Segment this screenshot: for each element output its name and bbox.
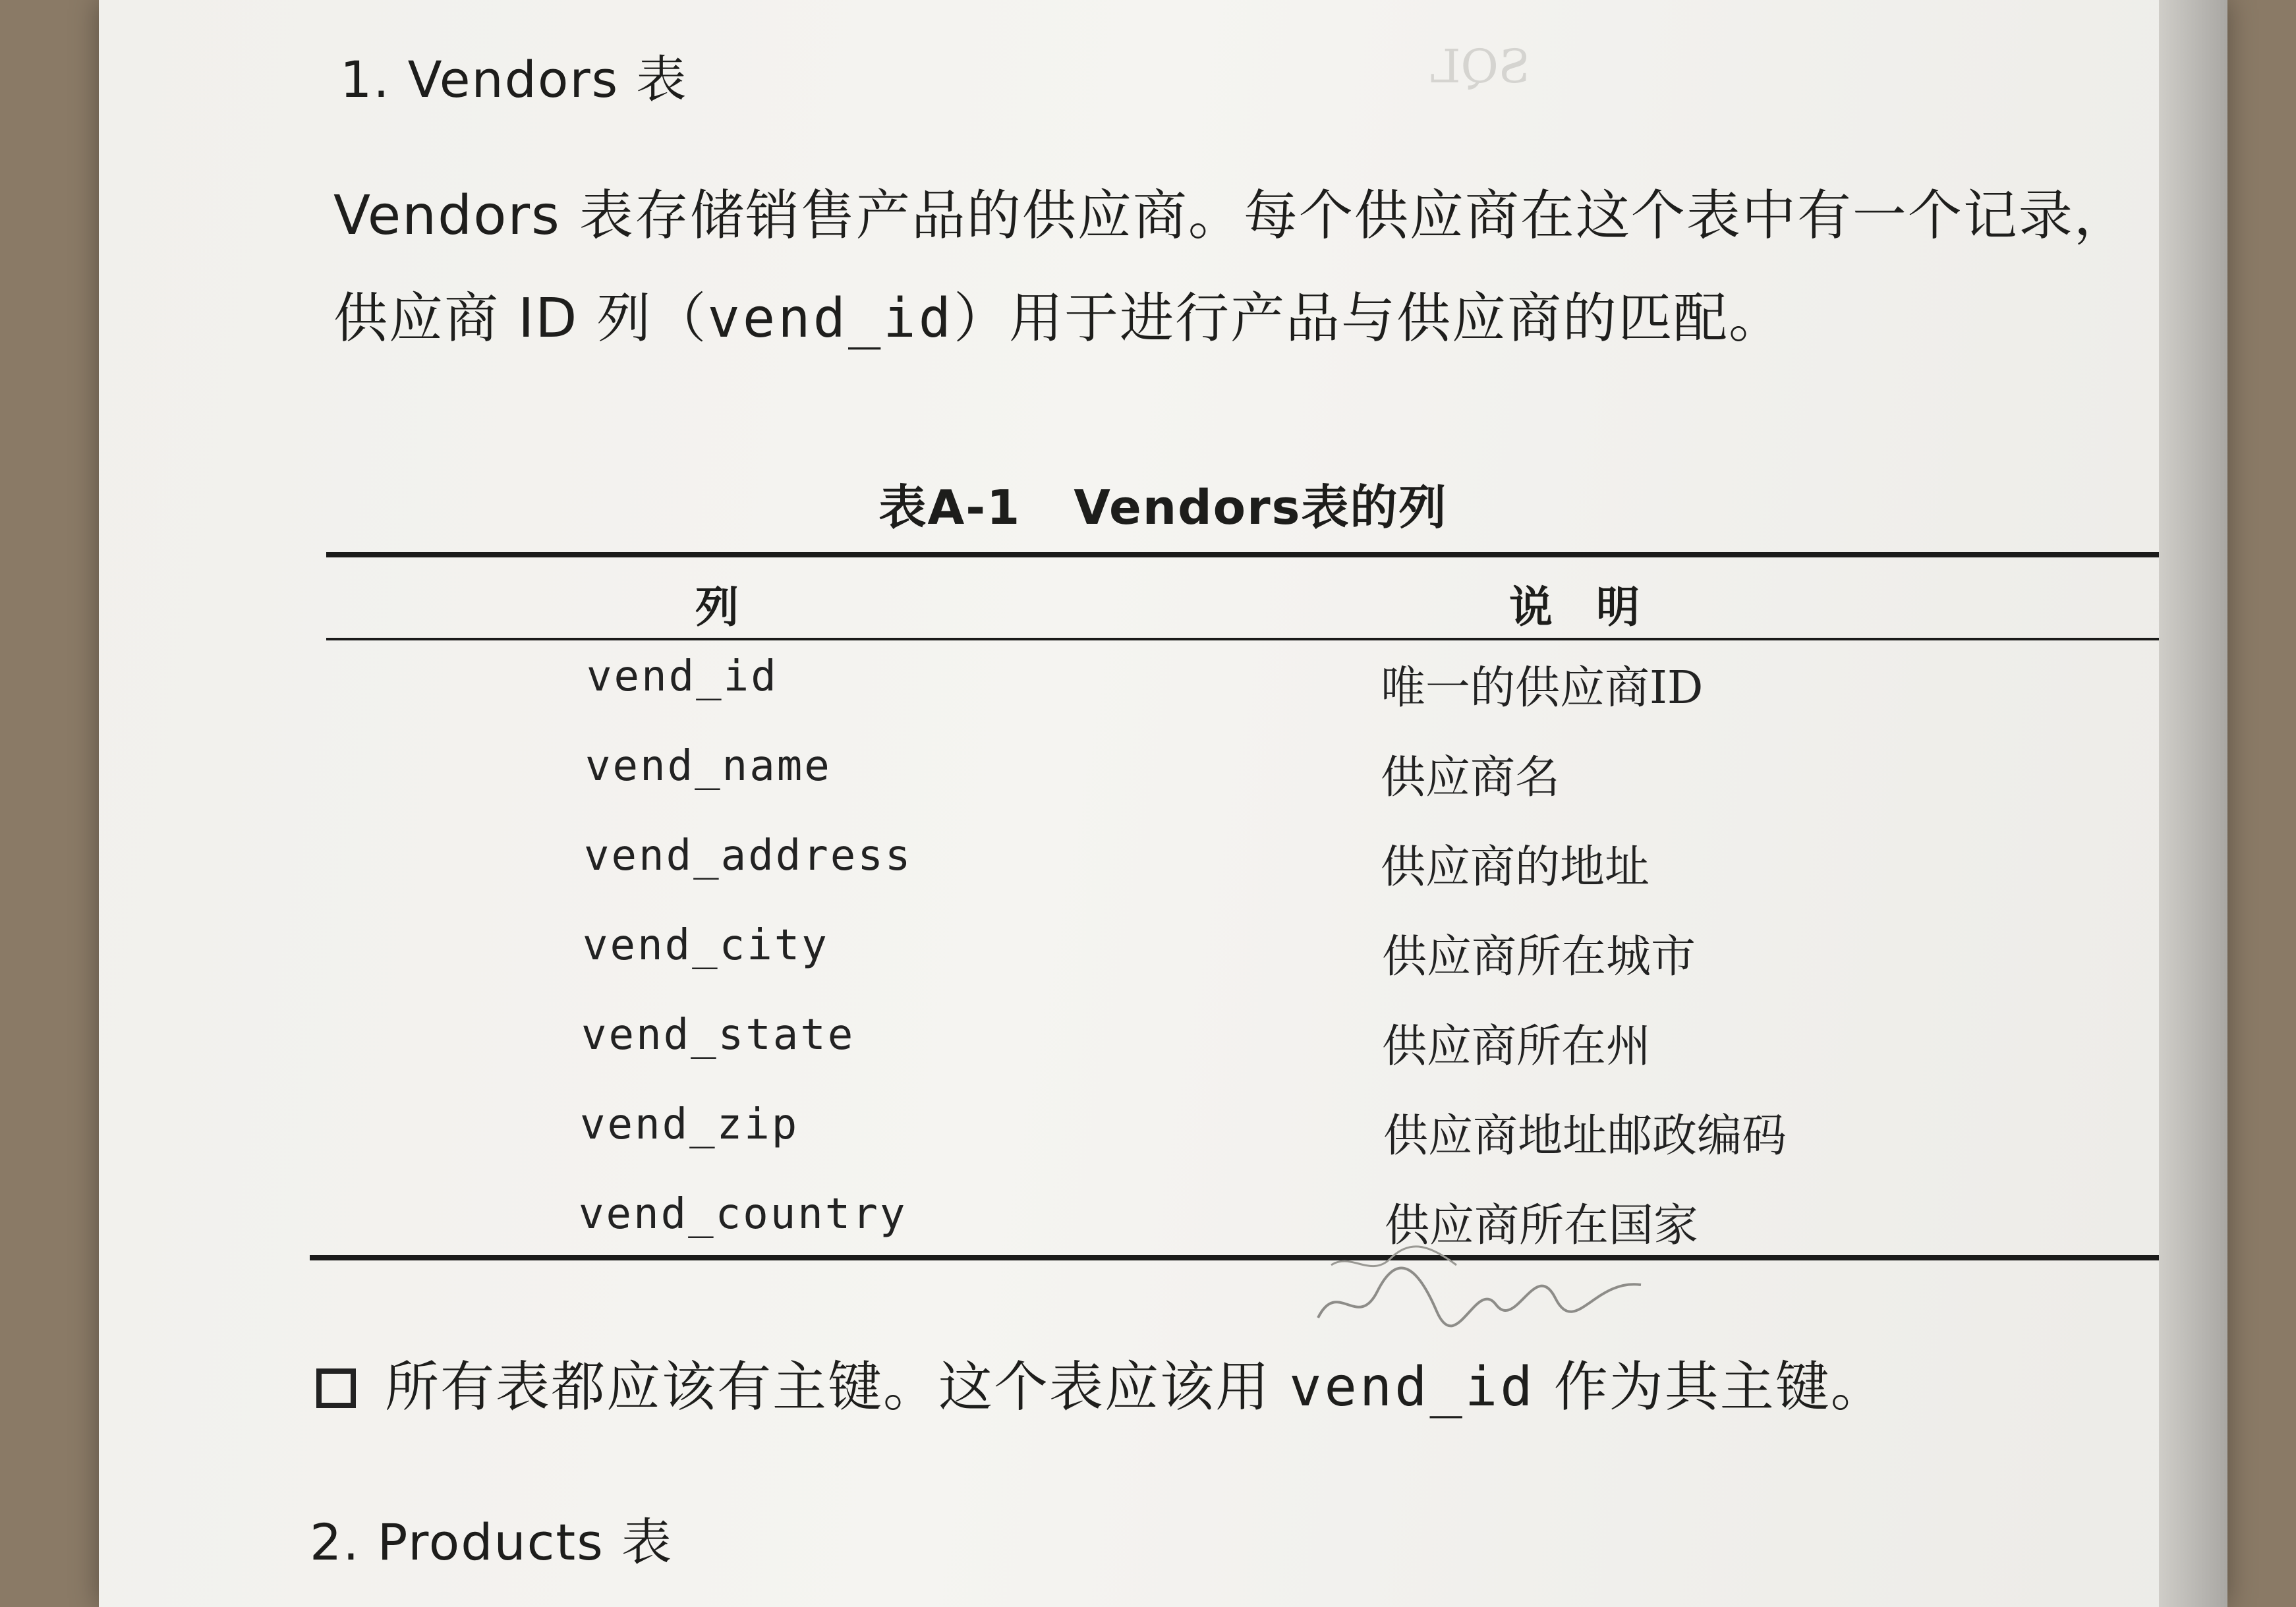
bleed-through-text: SQL — [1430, 40, 1530, 94]
intro-line-2-suffix: ）用于进行产品与供应商的匹配。 — [954, 287, 1785, 350]
column-description-cell: 供应商名 — [1381, 752, 1561, 804]
column-description-cell: 供应商所在州 — [1382, 1021, 1651, 1073]
column-description-cell: 唯一的供应商ID — [1381, 662, 1704, 714]
section-heading-products: 2. Products 表 — [310, 1513, 673, 1571]
intro-line-2-prefix: 供应商 ID 列（ — [333, 287, 708, 350]
vend-id-code: vend_id — [707, 287, 954, 350]
table-bottom-rule — [310, 1255, 2201, 1260]
table-row — [99, 652, 2227, 731]
table-row — [99, 742, 2227, 821]
table-top-rule — [326, 552, 2185, 557]
column-header-col: 列 — [695, 582, 739, 633]
table-row — [99, 1100, 2227, 1179]
column-name-cell: vend_country — [579, 1190, 907, 1239]
table-header-rule — [326, 638, 2185, 640]
table-caption-number: 表A-1 — [878, 480, 1021, 535]
book-spine-shadow — [2159, 0, 2227, 1607]
pencil-scribble — [1311, 1239, 1654, 1344]
primary-key-note — [316, 1344, 1886, 1421]
column-description-cell: 供应商地址邮政编码 — [1383, 1110, 1787, 1162]
checkbox-bullet-icon — [316, 1368, 356, 1408]
column-name-cell: vend_zip — [580, 1100, 799, 1149]
bullet-code: vend_id — [1289, 1356, 1535, 1419]
column-description-cell: 供应商所在城市 — [1382, 931, 1696, 983]
column-name-cell: vend_name — [585, 742, 832, 791]
table-caption-title: Vendors表的列 — [1074, 480, 1448, 535]
table-row — [99, 832, 2227, 911]
section-heading-vendors: 1. Vendors 表 — [340, 50, 688, 109]
table-caption — [99, 469, 2227, 538]
column-description-cell: 供应商的地址 — [1381, 841, 1650, 893]
column-name-cell: vend_address — [584, 832, 913, 880]
column-header-desc: 说 明 — [1509, 582, 1640, 633]
table-row — [99, 1011, 2227, 1090]
column-description-cell: 供应商所在国家 — [1385, 1200, 1699, 1252]
bullet-suffix: 作为其主键。 — [1535, 1356, 1886, 1419]
intro-line-2 — [333, 268, 2179, 370]
table-row — [99, 921, 2227, 1000]
column-name-cell: vend_city — [583, 921, 829, 970]
column-name-cell: vend_state — [581, 1011, 855, 1059]
intro-line-1: Vendors 表存储销售产品的供应商。每个供应商在这个表中有一个记录， — [333, 184, 2129, 247]
book-page — [99, 0, 2227, 1607]
intro-paragraph — [333, 165, 2179, 370]
bullet-prefix: 所有表都应该有主键。这个表应该用 — [385, 1356, 1290, 1419]
column-name-cell: vend_id — [587, 652, 778, 701]
